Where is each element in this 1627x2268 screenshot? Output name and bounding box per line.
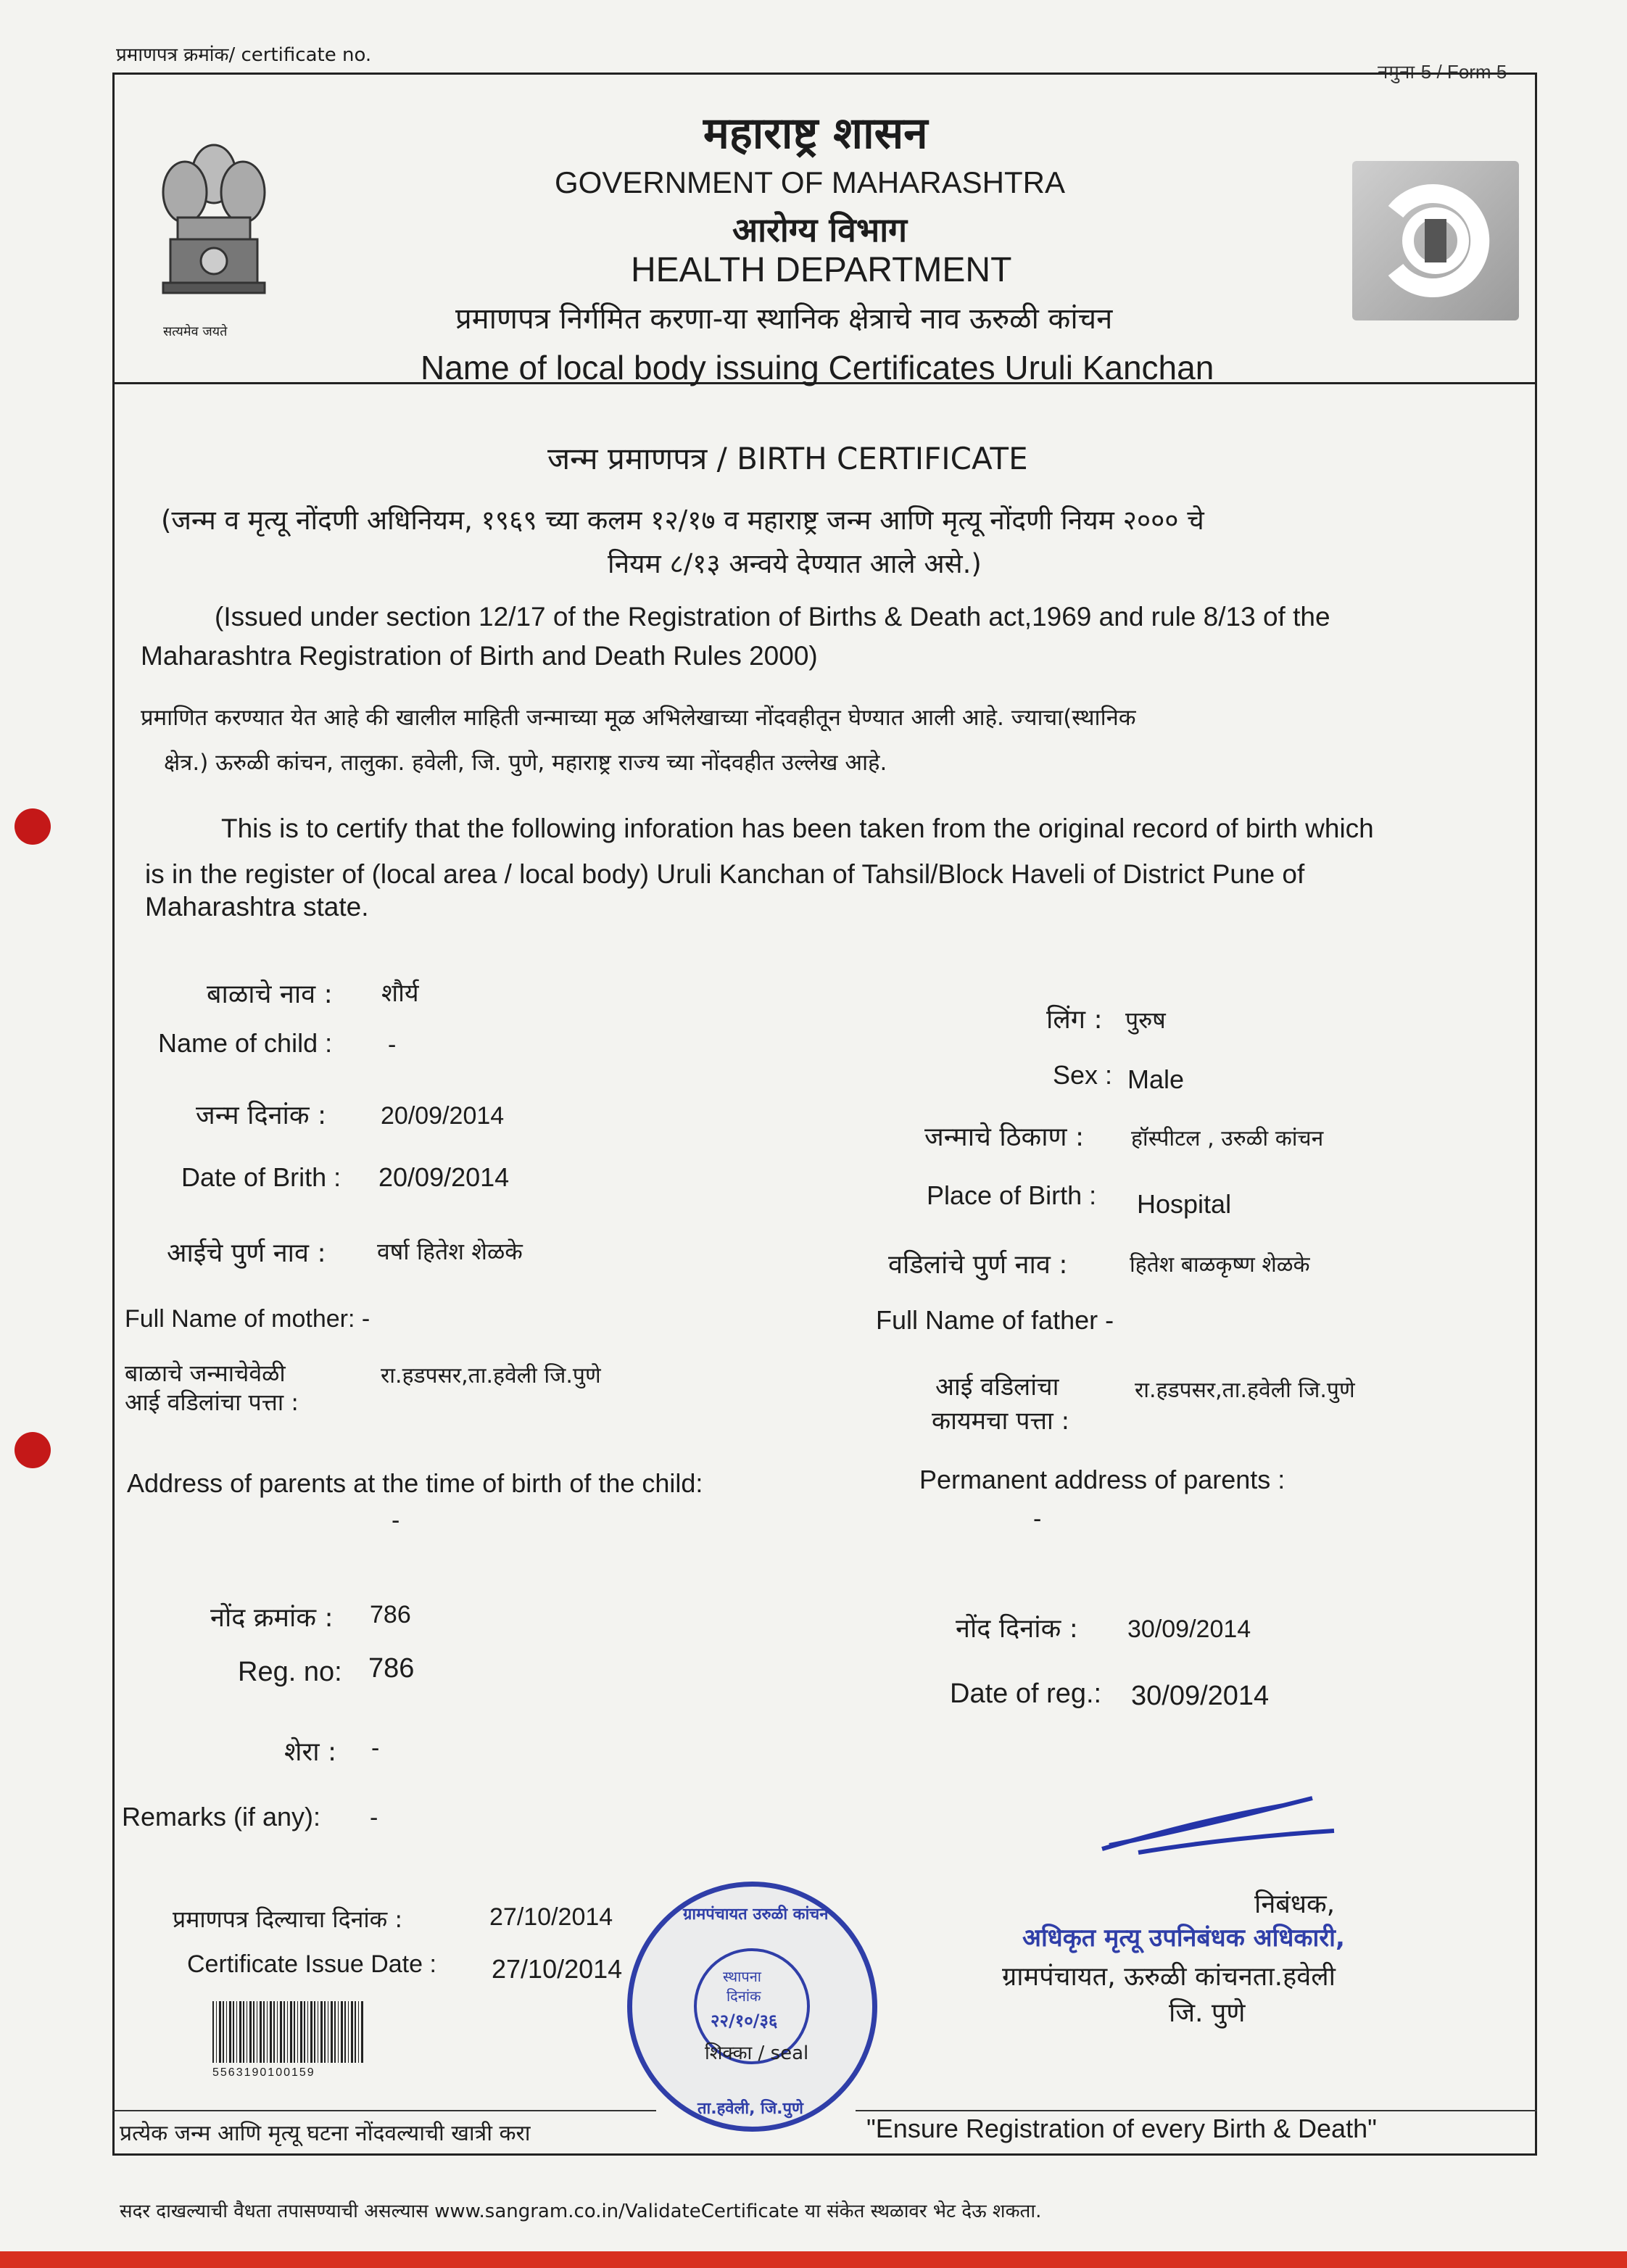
certify-marathi-line1: प्रमाणित करण्यात येत आहे की खालील माहिती जन्माच्या मूळ अभिलेखाच्या नोंदवहीतून घेण्यात आली आहे. ज्याचा(स्थानिक — [141, 705, 1136, 731]
header-title-english: GOVERNMENT OF MAHARASHTRA — [555, 165, 1065, 199]
act-english-line2: Maharashtra Registration of Birth and Death Rules 2000) — [141, 641, 818, 671]
addr-perm-en-label: Permanent address of parents : — [919, 1465, 1286, 1494]
hole-punch-mark — [15, 1432, 51, 1468]
addr-perm-mr-label1: आई वडिलांचा — [935, 1373, 1059, 1402]
mother-mr-label: आईचे पुर्ण नाव : — [167, 1238, 326, 1268]
addr-birth-mr-value: रा.हडपसर,ता.हवेली जि.पुणे — [381, 1363, 601, 1388]
sex-en-value: Male — [1127, 1064, 1185, 1094]
certify-english-line1: This is to certify that the following inforation has been taken from the original record of birth which — [221, 814, 1374, 843]
page-edge-strip — [0, 2251, 1627, 2268]
remarks-mr-label: शेरा : — [284, 1737, 337, 1767]
child-name-en-label: Name of child : — [158, 1028, 333, 1058]
pob-en-value: Hospital — [1137, 1189, 1232, 1219]
local-body-english: Name of local body issuing Certificates Uruli Kanchan — [421, 349, 1214, 386]
mother-en-label: Full Name of mother: - — [125, 1305, 370, 1333]
remarks-en-value: - — [370, 1804, 378, 1832]
issue-date-mr-value: 27/10/2014 — [489, 1903, 613, 1931]
regdate-en-label: Date of reg.: — [950, 1679, 1102, 1709]
seal-bottom-text: ता.हवेली, जि.पुणे — [697, 2100, 803, 2118]
header-title-marathi: महाराष्ट्र शासन — [703, 108, 928, 159]
dob-en-label: Date of Brith : — [181, 1162, 341, 1192]
child-name-mr-value: शौर्य — [381, 979, 419, 1008]
addr-birth-en-value: - — [392, 1507, 400, 1534]
addr-birth-en-label: Address of parents at the time of birth of the child: — [127, 1468, 703, 1498]
child-name-en-value: - — [388, 1031, 397, 1059]
issue-date-mr-label: प्रमाणपत्र दिल्याचा दिनांक : — [173, 1905, 403, 1933]
father-mr-label: वडिलांचे पुर्ण नाव : — [888, 1250, 1068, 1280]
header-dept-marathi: आरोग्य विभाग — [732, 210, 908, 249]
addr-birth-mr-label2: आई वडिलांचा पत्ता : — [125, 1388, 299, 1416]
signature-line3: ग्रामपंचायत, ऊरुळी कांचनता.हवेली — [1002, 1962, 1336, 1992]
health-logo-icon — [1352, 161, 1519, 320]
issue-date-en-label: Certificate Issue Date : — [187, 1950, 436, 1978]
regdate-mr-value: 30/09/2014 — [1127, 1615, 1251, 1643]
regno-mr-label: नोंद क्रमांक : — [210, 1603, 334, 1633]
footer-separator-right — [856, 2110, 1537, 2111]
footer-validation-note: सदर दाखल्याची वैधता तपासण्याची असल्यास www.sangram.co.in/ValidateCertificate या संकेत स्थळावर भेट देऊ शकता. — [120, 2201, 1042, 2222]
seal-inner-line3: २२/१०/३६ — [711, 2011, 778, 2031]
remarks-en-label: Remarks (if any): — [122, 1802, 321, 1832]
seal-label: शिक्का / seal — [705, 2043, 809, 2064]
certify-marathi-line2: क्षेत्र.) ऊरुळी कांचन, तालुका. हवेली, जि. पुणे, महाराष्ट्र राज्य च्या नोंदवहीत उल्लेख आहे. — [164, 750, 887, 776]
certificate-title: जन्म प्रमाणपत्र / BIRTH CERTIFICATE — [547, 441, 1028, 476]
hole-punch-mark — [15, 808, 51, 845]
regno-en-value: 786 — [368, 1653, 415, 1684]
mother-mr-value: वर्षा हितेश शेळके — [377, 1238, 523, 1265]
bottom-border — [112, 2153, 1537, 2156]
addr-perm-mr-label2: कायमचा पत्ता : — [932, 1407, 1070, 1436]
health-dept-logo — [1352, 161, 1519, 320]
father-mr-value: हितेश बाळकृष्ण शेळके — [1130, 1252, 1310, 1278]
sex-mr-value: पुरुष — [1125, 1006, 1166, 1034]
sex-mr-label: लिंग : — [1046, 1005, 1103, 1035]
certify-english-line3: Maharashtra state. — [145, 892, 369, 922]
signature-line2: अधिकृत मृत्यू उपनिबंधक अधिकारी, — [1022, 1924, 1345, 1953]
national-emblem-icon — [149, 131, 279, 326]
barcode — [212, 2001, 365, 2063]
dob-mr-label: जन्म दिनांक : — [196, 1101, 327, 1130]
signature-line1: निबंधक, — [1254, 1890, 1336, 1919]
child-name-mr-label: बाळाचे नाव : — [207, 980, 333, 1009]
pob-mr-value: हॉस्पीटल , उरुळी कांचन — [1131, 1126, 1324, 1151]
emblem-motto: सत्यमेव जयते — [163, 324, 228, 339]
dob-mr-value: 20/09/2014 — [381, 1102, 505, 1130]
signature-scribble — [1095, 1791, 1399, 1863]
issue-date-en-value: 27/10/2014 — [492, 1954, 623, 1984]
act-marathi-line2: नियम ८/१३ अन्वये देण्यात आले असे.) — [608, 548, 982, 579]
regdate-en-value: 30/09/2014 — [1131, 1681, 1270, 1711]
footer-left-slogan: प्रत्येक जन्म आणि मृत्यू घटना नोंदवल्याची खात्री करा — [120, 2121, 531, 2146]
header-dept-english: HEALTH DEPARTMENT — [631, 251, 1012, 289]
addr-birth-mr-label1: बाळाचे जन्माचेवेळी — [125, 1359, 286, 1387]
act-marathi-line1: (जन्म व मृत्यू नोंदणी अधिनियम, १९६९ च्या कलम १२/१७ व महाराष्ट्र जन्म आणि मृत्यू नोंदणी नियम २००० चे — [161, 505, 1204, 536]
pob-en-label: Place of Birth : — [927, 1180, 1097, 1210]
regdate-mr-label: नोंद दिनांक : — [956, 1614, 1078, 1644]
form-label: नमुना-5 / Form 5 — [1378, 61, 1507, 83]
pob-mr-label: जन्माचे ठिकाण : — [924, 1122, 1085, 1152]
dob-en-value: 20/09/2014 — [378, 1162, 510, 1192]
footer-separator-left — [112, 2110, 656, 2111]
local-body-marathi: प्रमाणपत्र निर्गमित करणा-या स्थानिक क्षेत्राचे नाव ऊरुळी कांचन — [455, 302, 1113, 336]
seal-inner-line2: दिनांक — [726, 1987, 761, 2005]
signature-line4: जि. पुणे — [1169, 1998, 1246, 2028]
father-en-label: Full Name of father - — [876, 1305, 1114, 1335]
act-english-line1: (Issued under section 12/17 of the Registration of Births & Death act,1969 and rule 8/13 of the — [215, 602, 1330, 632]
remarks-mr-value: - — [371, 1734, 380, 1762]
regno-mr-value: 786 — [370, 1601, 411, 1628]
certificate-no-label: प्रमाणपत्र क्रमांक/ certificate no. — [116, 44, 372, 66]
official-seal — [627, 1882, 877, 2132]
addr-perm-en-value: - — [1033, 1505, 1042, 1533]
footer-right-slogan: "Ensure Registration of every Birth & Death" — [866, 2114, 1377, 2143]
seal-inner-line1: स्थापना — [723, 1968, 761, 1985]
regno-en-label: Reg. no: — [238, 1657, 342, 1687]
seal-ring-text: ग्रामपंचायत उरुळी कांचन — [683, 1905, 829, 1924]
addr-perm-mr-value: रा.हडपसर,ता.हवेली जि.पुणे — [1135, 1378, 1355, 1403]
barcode-number: 5563190100159 — [212, 2066, 315, 2079]
certify-english-line2: is in the register of (local area / local body) Uruli Kanchan of Tahsil/Block Haveli of District Pune of — [145, 859, 1305, 889]
sex-en-label: Sex : — [1053, 1060, 1113, 1090]
